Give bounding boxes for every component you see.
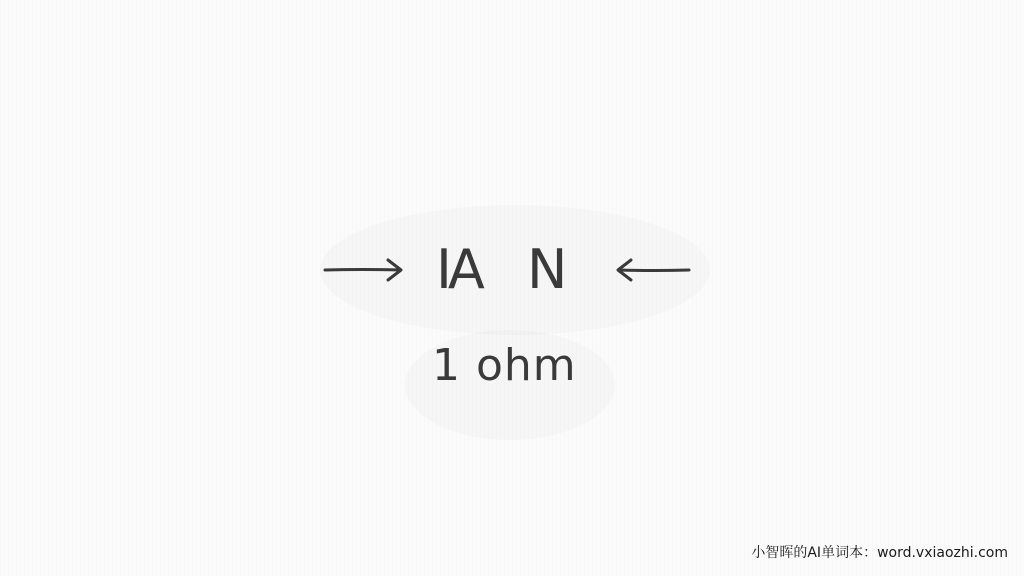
arrow-left-icon (614, 255, 694, 285)
label-ia: IA (436, 238, 481, 301)
arrow-right-icon (322, 255, 406, 285)
label-n: N (527, 238, 568, 301)
resistance-caption: 1 ohm (432, 340, 577, 391)
watermark-text: 小智晖的AI单词本：word.vxiaozhi.com (751, 545, 1008, 561)
